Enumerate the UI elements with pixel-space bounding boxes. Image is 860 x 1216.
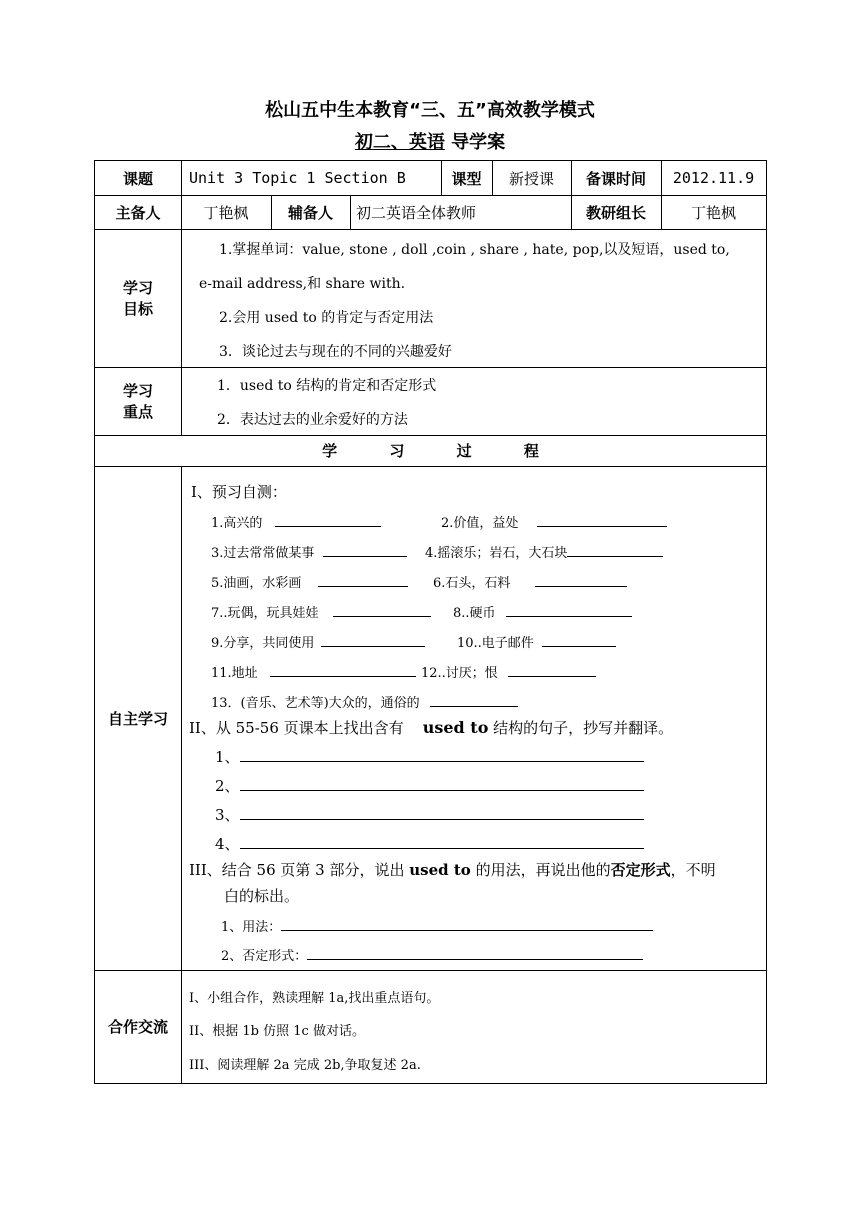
sentence-2: [215, 774, 644, 796]
document-title: 松山五中生本教育“三、五”高效教学模式: [265, 100, 595, 121]
item-5-blank[interactable]: [318, 572, 408, 587]
section-3-continuation: 白的标出。: [224, 887, 300, 905]
negative-form-label: 2、否定形式：: [221, 949, 308, 964]
item-11-text: 11.地址: [211, 666, 258, 681]
subject-label: 初二、英语: [354, 132, 445, 153]
cooperation-line-1: I、小组合作，熟读理解 1a,找出重点语句。: [189, 991, 440, 1006]
item-7-text: 7..玩偶，玩具娃娃: [211, 606, 319, 621]
item-3: [211, 542, 407, 561]
usage-blank[interactable]: [281, 916, 653, 931]
sentence-4: [215, 832, 644, 854]
item-4-text: 4.摇滚乐；岩石，大石块: [425, 546, 568, 561]
goal-line-1: 1.掌握单词：value, stone , doll ,coin , share , hate, pop,以及短语，used to,: [219, 242, 730, 258]
usage-line: [221, 916, 653, 935]
item-7-blank[interactable]: [333, 602, 431, 617]
item-5: [211, 572, 408, 591]
item-9-blank[interactable]: [321, 632, 425, 647]
item-1-text: 1.高兴的: [211, 516, 263, 531]
time-label: 备课时间: [585, 169, 646, 188]
lesson-plan-table: [94, 160, 767, 1084]
section-3-text-a: III、结合 56 页第 3 部分，说出: [189, 861, 410, 879]
item-10: [457, 632, 616, 651]
item-8-text: 8..硬币: [453, 606, 496, 621]
item-13-blank[interactable]: [430, 692, 518, 707]
focus-line-2: 2．表达过去的业余爱好的方法: [217, 412, 408, 428]
item-4: [425, 542, 663, 561]
goal-line-4: 3．谈论过去与现在的不同的兴趣爱好: [219, 344, 452, 360]
item-2-text: 2.价值，益处: [441, 516, 519, 531]
item-12-text: 12..讨厌；恨: [421, 666, 498, 681]
section-2-heading: [189, 717, 673, 738]
cooperation-line-2: II、根据 1b 仿照 1c 做对话。: [189, 1024, 365, 1039]
plan-label: 导学案: [444, 132, 506, 153]
self-study-label: 自主学习: [107, 709, 168, 728]
document-subtitle: [0, 128, 860, 154]
item-1-blank[interactable]: [275, 512, 381, 527]
process-header: 学 习 过 程: [322, 442, 539, 460]
item-2-blank[interactable]: [537, 512, 667, 527]
cooperation-line-3: III、阅读理解 2a 完成 2b,争取复述 2a.: [189, 1058, 421, 1073]
sentence-1-blank[interactable]: [240, 745, 644, 762]
section-1-heading: Ⅰ、预习自测：: [191, 483, 287, 501]
focus-line-1: 1．used to 结构的肯定和否定形式: [217, 378, 437, 394]
goals-label-line2: 目标: [122, 300, 153, 318]
item-13-text: 13．(音乐、艺术等)大众的，通俗的: [211, 696, 420, 711]
sentence-2-number: 2、: [215, 777, 240, 795]
section-3-keyword: used to: [409, 861, 471, 879]
section-3-negative-keyword: 否定形式: [610, 861, 671, 879]
item-10-blank[interactable]: [542, 632, 616, 647]
item-8-blank[interactable]: [506, 602, 632, 617]
focus-label: [95, 367, 181, 435]
item-7: [211, 602, 431, 621]
topic-label: 课题: [122, 169, 153, 188]
section-2-text-c: 结构的句子，抄写并翻译。: [488, 719, 674, 737]
item-6-blank[interactable]: [535, 572, 627, 587]
item-3-blank[interactable]: [323, 542, 407, 557]
usage-label: 1、用法：: [221, 920, 282, 935]
cooperation-label: 合作交流: [107, 1018, 168, 1036]
sentence-2-blank[interactable]: [240, 774, 644, 791]
assistant-value: 初二英语全体教师: [356, 203, 477, 222]
item-8: [453, 602, 632, 621]
leader-label: 教研组长: [585, 203, 646, 222]
section-2-keyword: used to: [422, 718, 489, 737]
sentence-1: [215, 745, 644, 767]
main-preparer-value: 丁艳枫: [203, 203, 249, 222]
sentence-4-blank[interactable]: [240, 832, 644, 849]
section-3-text-c: 的用法，再说出他的: [470, 861, 611, 879]
section-2-text-a: II、从 55-56 页课本上找出含有: [189, 719, 404, 737]
item-9: [211, 632, 425, 651]
item-5-text: 5.油画，水彩画: [211, 576, 302, 591]
focus-label-line2: 重点: [122, 403, 153, 421]
item-4-blank[interactable]: [567, 542, 663, 557]
item-3-text: 3.过去常常做某事: [211, 546, 315, 561]
goals-label: [95, 229, 181, 367]
goal-line-2: e-mail address,和 share with.: [199, 276, 406, 292]
type-label: 课型: [451, 169, 482, 188]
item-10-text: 10..电子邮件: [457, 636, 534, 651]
sentence-1-number: 1、: [215, 748, 240, 766]
type-value: 新授课: [508, 169, 554, 188]
item-13: [211, 692, 518, 711]
item-2: [441, 512, 667, 531]
focus-label-line1: 学习: [122, 382, 153, 400]
item-9-text: 9.分享，共同使用: [211, 636, 315, 651]
item-12: [421, 662, 596, 681]
section-3-text-e: ，不明: [670, 861, 716, 879]
sentence-3-blank[interactable]: [240, 803, 644, 820]
item-6-text: 6.石头，石料: [433, 576, 511, 591]
item-11-blank[interactable]: [270, 662, 416, 677]
section-3-heading: [189, 859, 716, 880]
main-preparer-label: 主备人: [115, 203, 161, 222]
goals-label-line1: 学习: [122, 279, 153, 297]
sentence-3-number: 3、: [215, 806, 240, 824]
goal-line-3: 2.会用 used to 的肯定与否定用法: [219, 310, 434, 326]
item-11: [211, 662, 416, 681]
item-6: [433, 572, 627, 591]
leader-value: 丁艳枫: [690, 203, 736, 222]
item-12-blank[interactable]: [508, 662, 596, 677]
assistant-label: 辅备人: [287, 203, 333, 222]
item-1: [211, 512, 381, 531]
time-value: 2012.11.9: [672, 169, 755, 187]
negative-form-blank[interactable]: [307, 945, 643, 960]
sentence-4-number: 4、: [215, 835, 240, 853]
sentence-3: [215, 803, 644, 825]
topic-value: Unit 3 Topic 1 Section B: [189, 169, 406, 187]
negative-form-line: [221, 945, 643, 964]
